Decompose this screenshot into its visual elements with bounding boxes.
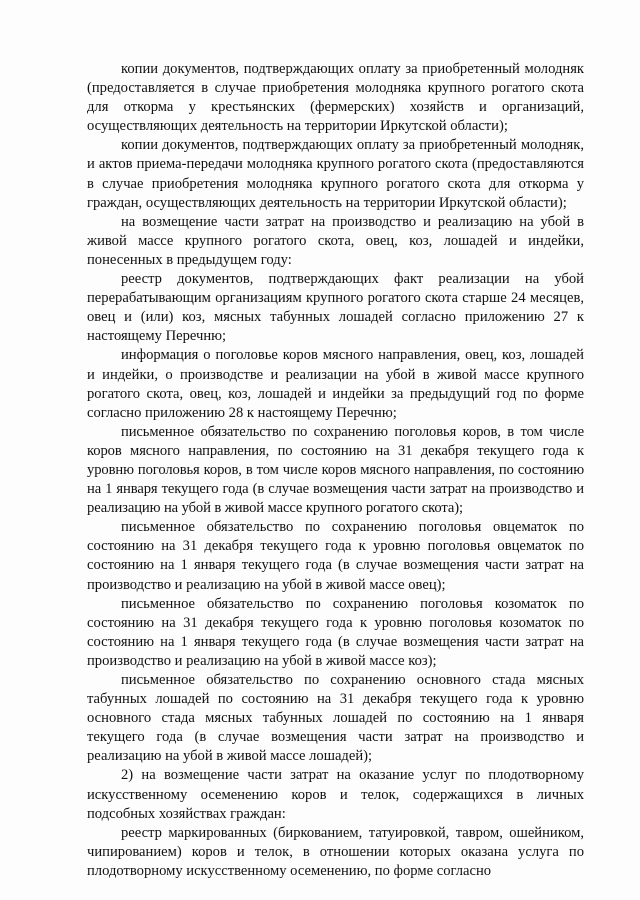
paragraph: копии документов, подтверждающих оплату за приобретенный молодняк, и актов приема-передачи молодняка крупного рогатого скота (предоставляются в случае приобретения молодняка крупного рогатого скота для откорма у граждан, осуществляющих деятельность на территории Иркутской области);	[87, 137, 584, 211]
paragraph: реестр маркированных (биркованием, татуировкой, тавром, ошейником, чипированием) коров и телок, в отношении которых оказана услуга по плодотворному искусственному осеменению, по форме согласно	[87, 824, 584, 879]
document-body	[87, 60, 584, 881]
paragraph: 2) на возмещение части затрат на оказание услуг по плодотворному искусственному осеменению коров и телок, содержащихся в личных подсобных хозяйствах граждан:	[87, 767, 584, 822]
paragraph: копии документов, подтверждающих оплату за приобретенный молодняк (предоставляется в случае приобретения молодняка крупного рогатого скота для откорма у крестьянских (фермерских) хозяйств и организаций, осуществляющих деятельность на территории Иркутской области);	[87, 61, 584, 135]
paragraph: реестр документов, подтверждающих факт реализации на убой перерабатывающим организациям крупного рогатого скота старше 24 месяцев, овец и (или) коз, мясных табунных лошадей согласно приложению 27 к настоящему Перечню;	[87, 271, 584, 345]
paragraph: письменное обязательство по сохранению поголовья овцематок по состоянию на 31 декабря текущего года к уровню поголовья овцематок по состоянию на 1 января текущего года (в случае возмещения части затрат на производство и реализацию на убой в живой массе овец);	[87, 519, 584, 593]
paragraph: письменное обязательство по сохранению поголовья коров, в том числе коров мясного направления, по состоянию на 31 декабря текущего года к уровню поголовья коров, в том числе коров мясного направления, по состоянию на 1 января текущего года (в случае возмещения части затрат на производство и реализацию на убой в живой массе крупного рогатого скота);	[87, 423, 584, 517]
paragraph: письменное обязательство по сохранению основного стада мясных табунных лошадей по состоянию на 31 декабря текущего года к уровню основного стада мясных табунных лошадей по состоянию на 1 января текущего года (в случае возмещения части затрат на производство и реализацию на убой в живой массе лошадей);	[87, 672, 584, 765]
paragraph: письменное обязательство по сохранению поголовья козоматок по состоянию на 31 декабря текущего года к уровню поголовья козоматок по состоянию на 1 января текущего года (в случае возмещения части затрат на производство и реализацию на убой в живой массе коз);	[87, 595, 584, 669]
paragraph: на возмещение части затрат на производство и реализацию на убой в живой массе крупного рогатого скота, овец, коз, лошадей и индейки, понесенных в предыдущем году:	[87, 213, 584, 268]
paragraph: информация о поголовье коров мясного направления, овец, коз, лошадей и индейки, о производстве и реализации на убой в живой массе крупного рогатого скота, овец, коз, лошадей и индейки за предыдущий год по форме согласно приложению 28 к настоящему Перечню;	[87, 347, 584, 421]
